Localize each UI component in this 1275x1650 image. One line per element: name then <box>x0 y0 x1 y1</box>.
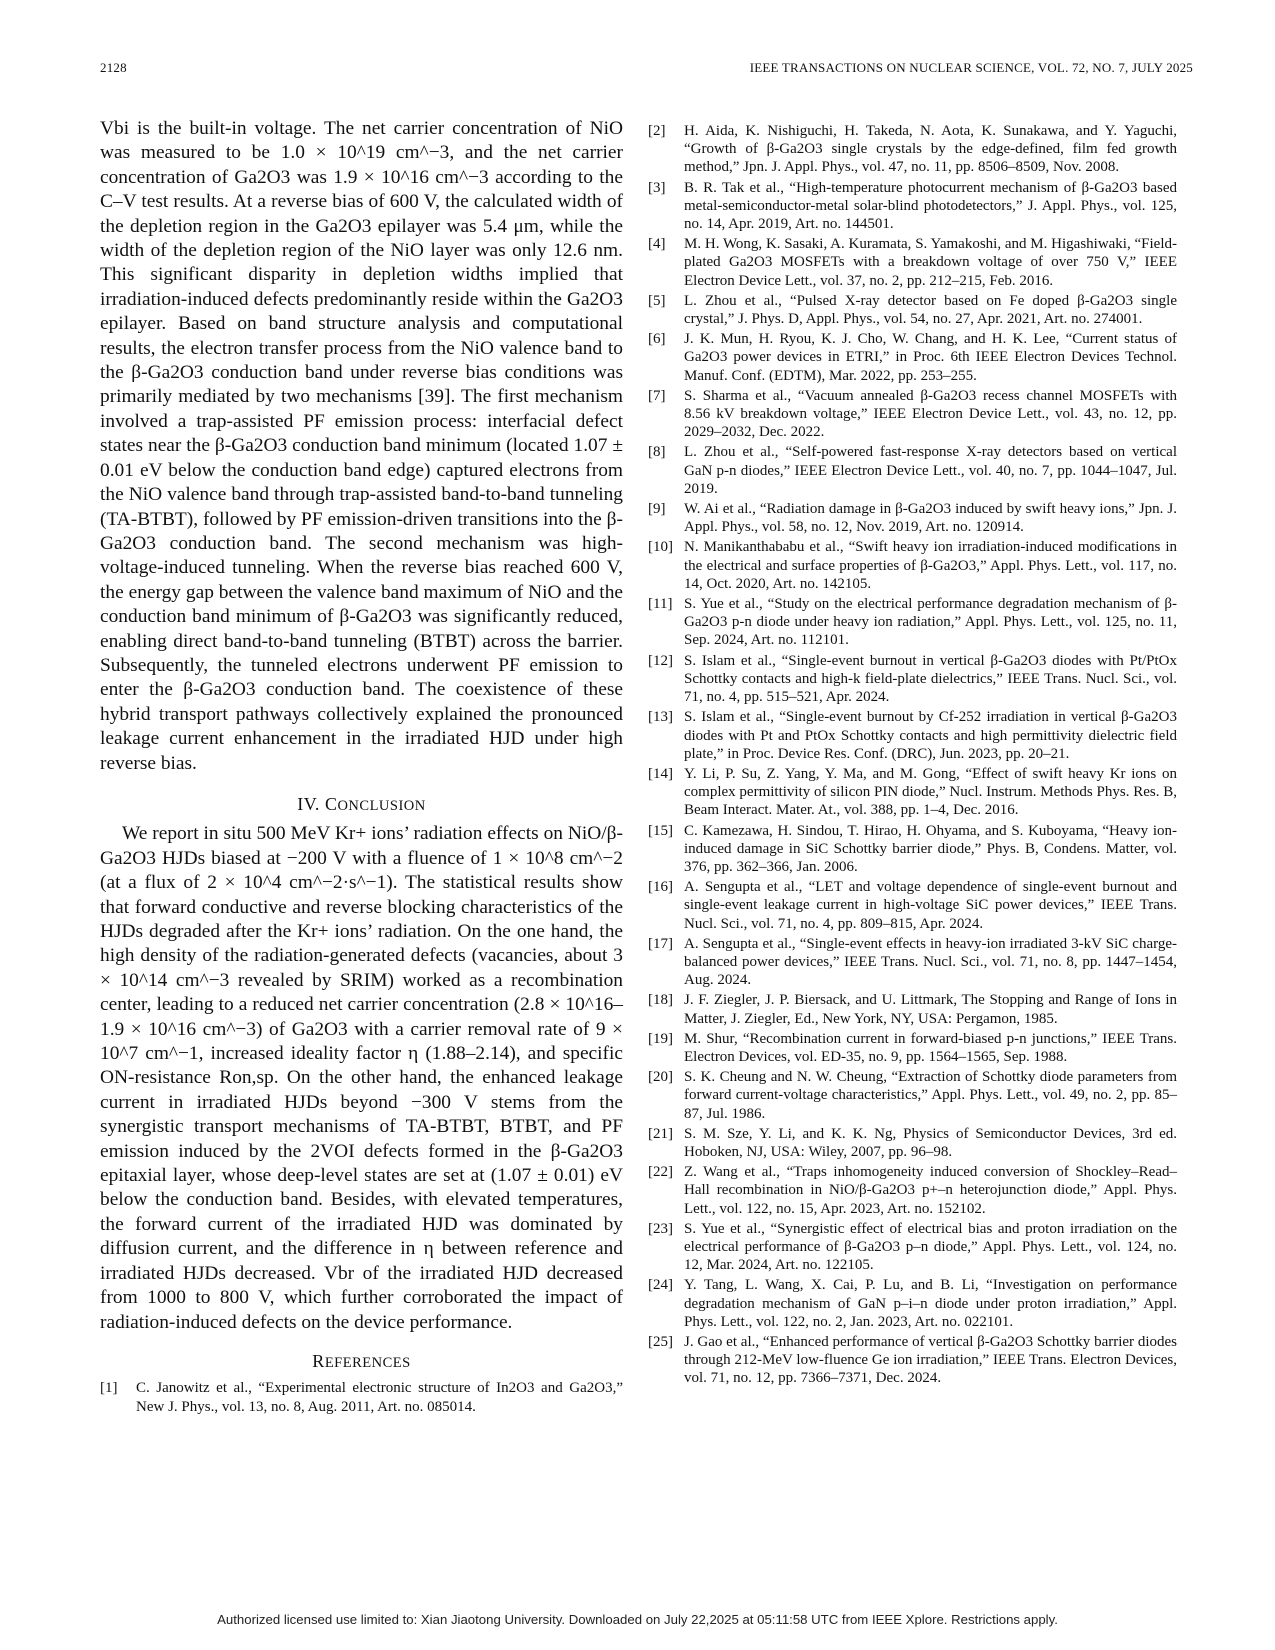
reference-text: S. M. Sze, Y. Li, and K. K. Ng, Physics of Semiconductor Devices, 3rd ed. Hoboken, NJ, USA: Wiley, 2007, pp. 96–98. <box>684 1125 1177 1160</box>
reference-number: [3] <box>648 179 666 196</box>
reference-text: H. Aida, K. Nishiguchi, H. Takeda, N. Aota, K. Sunakawa, and Y. Yaguchi, “Growth of β-Ga2O3 single crystals by the edge-defined, film fed growth method,” Jpn. J. Appl. Phys., vol. 47, no. 11, pp. 8506–8509, Nov. 2008. <box>684 123 1177 176</box>
reference-item <box>648 1068 1177 1123</box>
reference-item <box>648 443 1177 498</box>
reference-number: [17] <box>648 935 673 952</box>
reference-item <box>100 1379 623 1415</box>
reference-text: J. F. Ziegler, J. P. Biersack, and U. Littmark, The Stopping and Range of Ions in Matter, J. Ziegler, Ed., New York, NY, USA: Pergamon, 1985. <box>684 992 1177 1027</box>
reference-text: C. Kamezawa, H. Sindou, T. Hirao, H. Ohyama, and S. Kuboyama, “Heavy ion-induced damage in SiC Schottky barrier diode,” Phys. B, Condens. Matter, vol. 376, pp. 362–366, Jan. 2006. <box>684 822 1177 875</box>
page-number: 2128 <box>100 60 127 75</box>
license-footer: Authorized licensed use limited to: Xian Jiaotong University. Downloaded on July 22,2025 at 05:11:58 UTC from IEEE Xplore. Restrictions apply. <box>217 1612 1058 1627</box>
reference-number: [24] <box>648 1277 673 1294</box>
reference-item <box>648 708 1177 763</box>
reference-number: [6] <box>648 331 666 348</box>
reference-text: L. Zhou et al., “Self-powered fast-response X-ray detectors based on vertical GaN p-n diodes,” IEEE Electron Device Lett., vol. 40, no. 7, pp. 1044–1047, Jul. 2019. <box>684 444 1177 497</box>
reference-text: J. Gao et al., “Enhanced performance of vertical β-Ga2O3 Schottky barrier diodes through 212-MeV low-fluence Ge ion irradiation,” IEEE Trans. Electron Devices, vol. 71, no. 12, pp. 7366–7371, Dec. 2024. <box>684 1334 1177 1387</box>
reference-number: [25] <box>648 1334 673 1350</box>
reference-text: S. Islam et al., “Single-event burnout in vertical β-Ga2O3 diodes with Pt/PtOx Schottky contacts and high-k field-plate dielectrics,” IEEE Trans. Nucl. Sci., vol. 71, no. 4, pp. 515–521, Apr. 2024. <box>684 652 1177 706</box>
reference-item <box>648 1125 1177 1161</box>
reference-text: S. Yue et al., “Study on the electrical performance degradation mechanism of β-Ga2O3 p-n diode under heavy ion radiation,” Appl. Phys. Lett., vol. 125, no. 11, Sep. 2024, Art. no. 112101. <box>684 596 1177 649</box>
reference-text: S. Islam et al., “Single-event burnout by Cf-252 irradiation in vertical β-Ga2O3 diodes with Pt and PtOx Schottky contacts and high permittivity dielectric field plate,” in Proc. Device Res. Conf. (DRC), Jun. 2023, pp. 20–21. <box>684 709 1177 762</box>
section-heading-conclusion <box>100 792 623 818</box>
reference-item <box>648 935 1177 990</box>
reference-text: Y. Li, P. Su, Z. Yang, Y. Ma, and M. Gong, “Effect of swift heavy Kr ions on complex permittivity of silicon PIN diode,” Nucl. Instrum. Methods Phys. Res. B, Beam Interact. Mater. At., vol. 388, pp. 1–4, Dec. 2016. <box>684 765 1177 819</box>
section-title-initial: C <box>324 793 338 814</box>
reference-item <box>648 878 1177 933</box>
reference-item <box>648 1276 1177 1331</box>
reference-text: N. Manikanthababu et al., “Swift heavy ion irradiation-induced modifications in the electrical and surface properties of β-Ga2O3,” Appl. Phys. Lett., vol. 117, no. 14, Oct. 2020, Art. no. 142105. <box>684 539 1177 592</box>
references-title-rest: EFERENCES <box>324 1354 411 1371</box>
reference-number: [13] <box>648 709 673 726</box>
reference-number: [23] <box>648 1220 673 1237</box>
references-heading <box>100 1349 623 1375</box>
reference-number: [11] <box>648 596 673 613</box>
reference-item <box>648 1220 1177 1275</box>
reference-item <box>648 991 1177 1027</box>
reference-number: [10] <box>648 539 673 556</box>
reference-text: S. K. Cheung and N. W. Cheung, “Extraction of Schottky diode parameters from forward current-voltage characteristics,” Appl. Phys. Lett., vol. 49, no. 2, pp. 85–87, Jul. 1986. <box>684 1069 1177 1122</box>
reference-number: [8] <box>648 444 666 461</box>
reference-text: Y. Tang, L. Wang, X. Cai, P. Lu, and B. Li, “Investigation on performance degradation mechanism of GaN p–i–n diode under proton irradiation,” Appl. Phys. Lett., vol. 122, no. 2, Jan. 2023, Art. no. 022101. <box>684 1277 1177 1330</box>
reference-item <box>648 595 1177 650</box>
reference-number: [1] <box>100 1380 118 1397</box>
reference-number: [20] <box>648 1069 673 1086</box>
references-title-initial: R <box>312 1350 325 1371</box>
reference-text: A. Sengupta et al., “Single-event effects in heavy-ion irradiated 3-kV SiC charge-balanced power devices,” IEEE Trans. Nucl. Sci., vol. 71, no. 8, pp. 1447–1454, Aug. 2024. <box>684 935 1177 989</box>
reference-item <box>648 122 1177 177</box>
body-paragraph: Vbi is the built-in voltage. The net carrier concentration of NiO was measured to be 1.0 × 10^19 cm^−3, and the net carrier concentration of Ga2O3 was 1.9 × 10^16 cm^−3 according to the C–V test results. At a reverse bias of 600 V, the calculated width of the depletion region in the Ga2O3 epilayer was 5.4 μm, while the width of the depletion region of the NiO layer was only 12.6 nm. This significant disparity in depletion widths implied that irradiation-induced defects predominantly reside within the Ga2O3 epilayer. Based on band structure analysis and computational results, the electron transfer process from the NiO valence band to the β-Ga2O3 conduction band under reverse bias conditions was primarily mediated by two mechanisms [39]. The first mechanism involved a trap-assisted PF emission process: interfacial defect states near the β-Ga2O3 conduction band minimum (located 1.07 ± 0.01 eV below the conduction band edge) captured electrons from the NiO valence band through trap-assisted band-to-band tunneling (TA-BTBT), followed by PF emission-driven transitions into the β-Ga2O3 conduction band. The second mechanism was high-voltage-induced tunneling. When the reverse bias reached 600 V, the energy gap between the valence band maximum of NiO and the conduction band minimum of β-Ga2O3 was significantly reduced, enabling direct band-to-band tunneling (BTBT) across the barrier. Subsequently, the tunneled electrons underwent PF emission to enter the β-Ga2O3 conduction band. The coexistence of these hybrid transport pathways collectively explained the pronounced leakage current enhancement in the irradiated HJD under high reverse bias. <box>100 118 623 774</box>
reference-item <box>648 765 1177 820</box>
reference-number: [22] <box>648 1164 673 1181</box>
reference-item <box>648 652 1177 707</box>
reference-number: [7] <box>648 387 666 404</box>
reference-number: [2] <box>648 123 666 139</box>
reference-item <box>648 235 1177 290</box>
left-column <box>100 117 623 1416</box>
reference-item <box>648 822 1177 877</box>
reference-text: L. Zhou et al., “Pulsed X-ray detector based on Fe doped β-Ga2O3 single crystal,” J. Phys. D, Appl. Phys., vol. 54, no. 27, Apr. 2021, Art. no. 274001. <box>684 292 1177 328</box>
reference-number: [18] <box>648 992 673 1009</box>
reference-text: C. Janowitz et al., “Experimental electronic structure of In2O3 and Ga2O3,” New J. Phys., vol. 13, no. 8, Aug. 2011, Art. no. 085014. <box>136 1380 623 1415</box>
reference-text: M. H. Wong, K. Sasaki, A. Kuramata, S. Yamakoshi, and M. Higashiwaki, “Field-plated Ga2O3 MOSFETs with a breakdown voltage of over 750 V,” IEEE Electron Device Lett., vol. 37, no. 2, pp. 212–215, Feb. 2016. <box>684 236 1177 289</box>
section-title-rest: ONCLUSION <box>337 797 426 814</box>
reference-text: S. Yue et al., “Synergistic effect of electrical bias and proton irradiation on the electrical performance of β-Ga2O3 p–n diode,” Appl. Phys. Lett., vol. 124, no. 12, Mar. 2024, Art. no. 122105. <box>684 1220 1177 1274</box>
conclusion-paragraph: We report in situ 500 MeV Kr+ ions’ radiation effects on NiO/β-Ga2O3 HJDs biased at −200 V with a fluence of 1 × 10^8 cm^−2 (at a flux of 2 × 10^4 cm^−2·s^−1). The statistical results show that forward conductive and reverse blocking characteristics of the HJDs degraded after the Kr+ ions’ radiation. On the one hand, the high density of the radiation-generated defects (vacancies, about 3 × 10^14 cm^−3 revealed by SRIM) worked as a recombination center, leading to a reduced net carrier concentration (2.8 × 10^16–1.9 × 10^16 cm^−3) of Ga2O3 with a carrier removal rate of 9 × 10^7 cm^−1, increased ideality factor η (1.88–2.14), and specific ON-resistance Ron,sp. On the other hand, the enhanced leakage current in irradiated HJDs beyond −300 V stems from the synergistic transport mechanisms of TA-BTBT, BTBT, and PF emission induced by the 2VOI defects formed in the β-Ga2O3 epitaxial layer, whose deep-level states are set at (1.07 ± 0.01) eV below the conduction band. Besides, with elevated temperatures, the forward current of the irradiated HJD was dominated by diffusion current, and the difference in η between reference and irradiated HJDs decreased. Vbr of the irradiated HJD decreased from 1000 to 800 V, which further corroborated the impact of radiation-induced defects on the device performance. <box>100 823 623 1333</box>
reference-item <box>648 387 1177 442</box>
reference-item <box>648 500 1177 536</box>
section-numeral: IV. <box>297 793 320 814</box>
reference-text: W. Ai et al., “Radiation damage in β-Ga2O3 induced by swift heavy ions,” Jpn. J. Appl. Phys., vol. 58, no. 12, Nov. 2019, Art. no. 120914. <box>684 501 1177 536</box>
reference-item <box>648 1030 1177 1066</box>
journal-header: IEEE TRANSACTIONS ON NUCLEAR SCIENCE, VOL. 72, NO. 7, JULY 2025 <box>749 60 1193 75</box>
reference-number: [12] <box>648 652 673 669</box>
reference-item <box>648 1163 1177 1218</box>
reference-text: M. Shur, “Recombination current in forward-biased p-n junctions,” IEEE Trans. Electron Devices, vol. ED-35, no. 9, pp. 1564–1565, Sep. 1988. <box>684 1030 1177 1065</box>
reference-number: [5] <box>648 292 666 309</box>
reference-item <box>648 1333 1177 1388</box>
reference-text: J. K. Mun, H. Ryou, K. J. Cho, W. Chang, and H. K. Lee, “Current status of Ga2O3 power devices in ETRI,” in Proc. 6th IEEE Electron Devices Technol. Manuf. Conf. (EDTM), Mar. 2022, pp. 253–255. <box>684 331 1177 384</box>
reference-number: [15] <box>648 822 673 839</box>
reference-text: A. Sengupta et al., “LET and voltage dependence of single-event burnout and single-event leakage current in high-voltage SiC power devices,” IEEE Trans. Nucl. Sci., vol. 71, no. 4, pp. 809–815, Apr. 2024. <box>684 879 1177 932</box>
right-column-references <box>648 122 1177 1390</box>
reference-number: [21] <box>648 1125 673 1142</box>
reference-item <box>648 538 1177 593</box>
reference-text: B. R. Tak et al., “High-temperature photocurrent mechanism of β-Ga2O3 based metal-semiconductor-metal solar-blind photodetectors,” J. Appl. Phys., vol. 125, no. 14, Apr. 2019, Art. no. 144501. <box>684 179 1177 233</box>
reference-number: [9] <box>648 501 666 518</box>
reference-text: S. Sharma et al., “Vacuum annealed β-Ga2O3 recess channel MOSFETs with 8.56 kV breakdown voltage,” IEEE Electron Device Lett., vol. 43, no. 12, pp. 2029–2032, Dec. 2022. <box>684 387 1177 441</box>
reference-item <box>648 292 1177 328</box>
reference-text: Z. Wang et al., “Traps inhomogeneity induced conversion of Shockley–Read–Hall recombination in NiO/β-Ga2O3 p+–n heterojunction diode,” Appl. Phys. Lett., vol. 122, no. 15, Apr. 2023, Art. no. 152102. <box>684 1164 1177 1217</box>
reference-number: [16] <box>648 879 673 896</box>
reference-number: [14] <box>648 765 673 782</box>
reference-number: [4] <box>648 236 666 253</box>
reference-item <box>648 330 1177 385</box>
reference-item <box>648 179 1177 234</box>
reference-number: [19] <box>648 1030 673 1047</box>
